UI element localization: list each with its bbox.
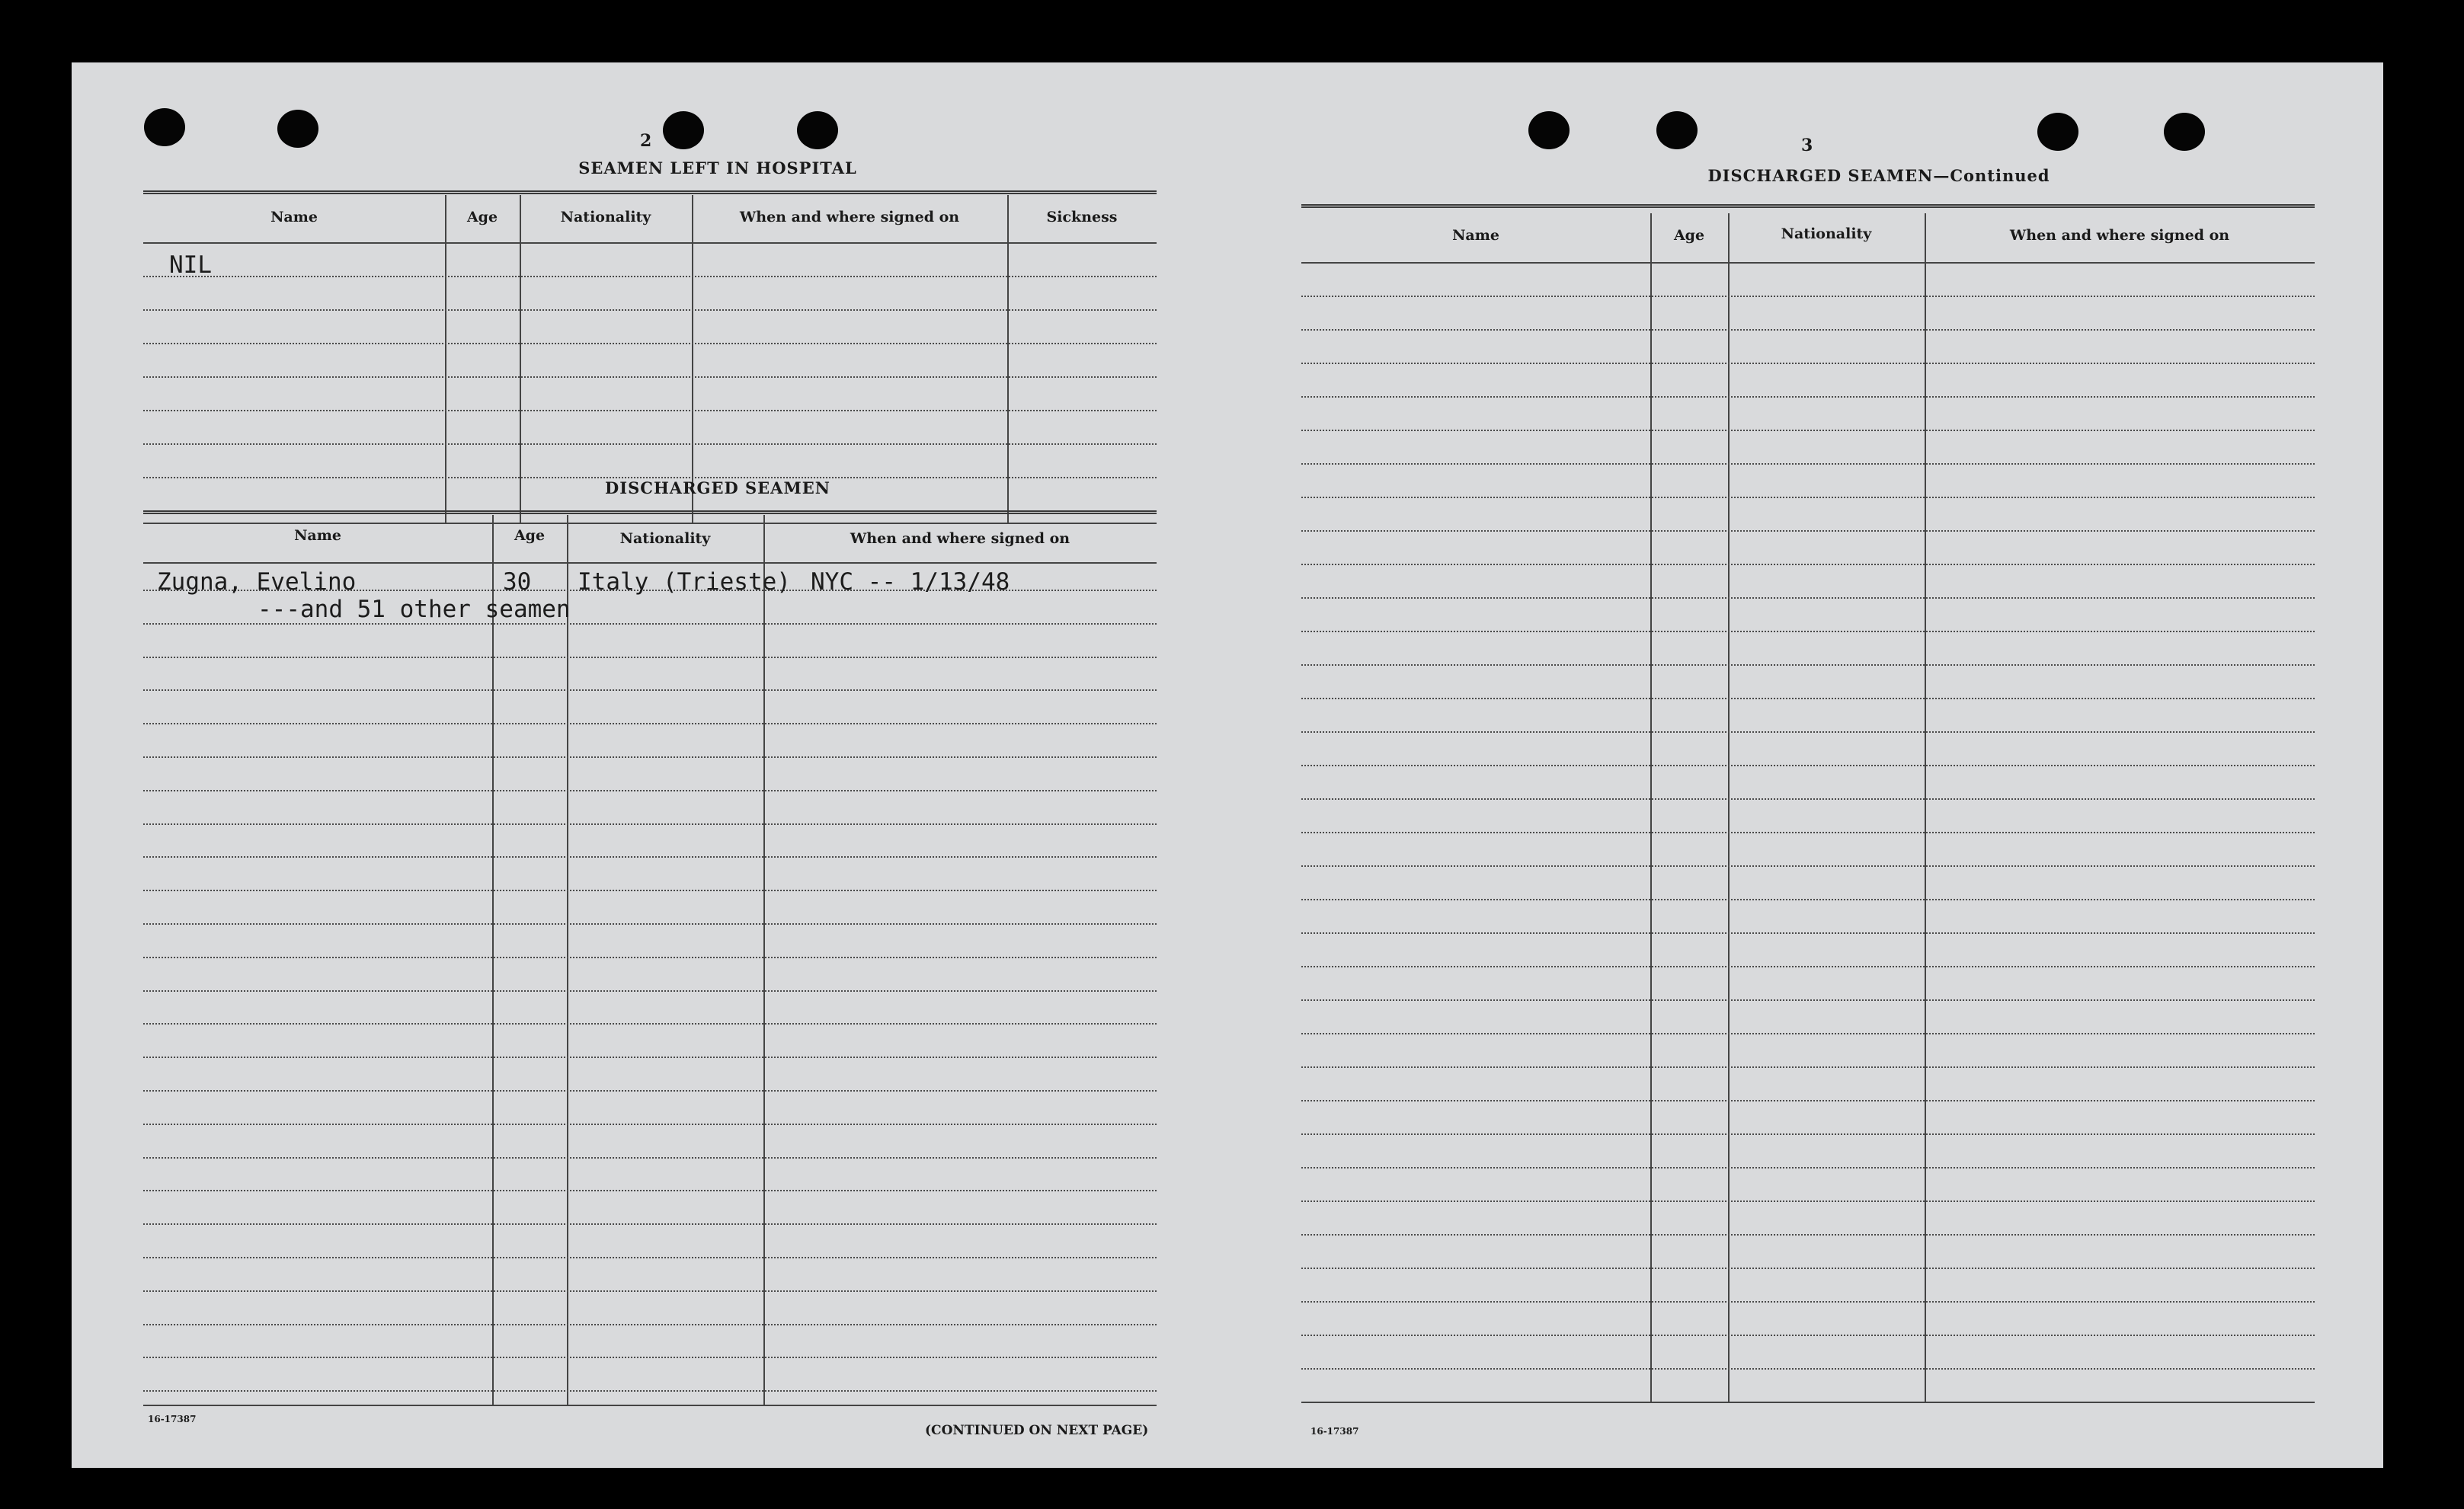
ruled-line [1301, 1335, 2315, 1336]
hospital-col-age: Age [466, 209, 498, 225]
left-page-number: 2 [640, 131, 652, 151]
ruled-line [143, 756, 1157, 758]
right-col-nationality: Nationality [1781, 225, 1872, 242]
ruled-line [143, 623, 1157, 625]
discharged-section-title: DISCHARGED SEAMEN [605, 478, 830, 497]
ruled-line [143, 923, 1157, 925]
discharged-row-name: Zugna, Evelino [157, 568, 357, 596]
ruled-line-bottom [1301, 1402, 2315, 1403]
ruled-line [1301, 664, 2315, 666]
ruled-line [143, 1124, 1157, 1125]
ruled-line [1301, 1100, 2315, 1101]
ruled-line [143, 1157, 1157, 1159]
punch-hole [797, 111, 838, 149]
ruled-line [1301, 798, 2315, 800]
hospital-col-signed-on: When and where signed on [739, 209, 960, 225]
discharged-row-signed-on: NYC -- 1/13/48 [811, 568, 1010, 596]
ruled-line [143, 1223, 1157, 1225]
ruled-line [1301, 1368, 2315, 1370]
ruled-line [1301, 1033, 2315, 1034]
ruled-line [1301, 899, 2315, 900]
ruled-line [1301, 1167, 2315, 1169]
ruled-line [1301, 631, 2315, 632]
ruled-line [143, 723, 1157, 724]
ruled-line [1301, 999, 2315, 1001]
discharged-table [143, 510, 1157, 1409]
ruled-line [1301, 1066, 2315, 1068]
ruled-line [1301, 363, 2315, 364]
ruled-line [1301, 430, 2315, 431]
ruled-line [143, 1090, 1157, 1092]
ruled-line [1301, 698, 2315, 699]
ruled-line [1301, 865, 2315, 867]
right-form-code: 16-17387 [1310, 1426, 1359, 1437]
ruled-line [1301, 296, 2315, 297]
discharged-col-nationality: Nationality [619, 530, 711, 547]
ruled-line [1301, 966, 2315, 967]
ruled-line [143, 657, 1157, 658]
ruled-line [1301, 497, 2315, 498]
discharged-continued-table [1301, 204, 2315, 1408]
hospital-entry-nil: NIL [169, 251, 212, 279]
ruled-line [143, 1324, 1157, 1325]
hospital-col-name: Name [270, 209, 318, 225]
ruled-line [143, 689, 1157, 691]
hospital-section-title: SEAMEN LEFT IN HOSPITAL [578, 158, 857, 177]
right-col-name: Name [1452, 227, 1499, 244]
ruled-line [1301, 564, 2315, 565]
punch-hole [144, 108, 185, 146]
ruled-line [143, 1023, 1157, 1025]
discharged-col-signed-on: When and where signed on [850, 530, 1070, 547]
punch-hole [1656, 111, 1698, 149]
discharged-row-age: 30 [503, 568, 532, 596]
ruled-line [1301, 1268, 2315, 1269]
ruled-line-bottom [143, 1405, 1157, 1406]
ruled-line [143, 990, 1157, 992]
discharged-col-name: Name [294, 527, 341, 544]
ruled-line [1301, 530, 2315, 532]
ruled-line [143, 1257, 1157, 1258]
ruled-line [1301, 765, 2315, 766]
ruled-line [1301, 832, 2315, 833]
ruled-line [143, 1357, 1157, 1358]
hospital-col-nationality: Nationality [560, 209, 651, 225]
ruled-line [1301, 1234, 2315, 1236]
punch-hole [277, 110, 318, 148]
ruled-line [143, 1290, 1157, 1292]
ruled-line [143, 823, 1157, 825]
ruled-line [1301, 1301, 2315, 1303]
right-section-title: DISCHARGED SEAMEN—Continued [1707, 166, 2050, 185]
ruled-line [143, 890, 1157, 891]
discharged-row-nationality: Italy (Trieste) [578, 568, 791, 596]
ruled-line [1301, 329, 2315, 331]
ruled-line [143, 1057, 1157, 1058]
ruled-line [1301, 731, 2315, 733]
right-col-signed-on: When and where signed on [2009, 227, 2230, 244]
left-form-code: 16-17387 [148, 1414, 197, 1424]
right-col-age: Age [1673, 227, 1705, 244]
ruled-line [143, 1390, 1157, 1392]
punch-hole [2164, 113, 2205, 151]
discharged-note: ---and 51 other seamen [258, 596, 571, 623]
ruled-line [143, 790, 1157, 791]
punch-hole [2037, 113, 2078, 151]
document-sheet [72, 62, 2383, 1468]
ruled-line [1301, 1200, 2315, 1202]
punch-hole [1528, 111, 1570, 149]
ruled-line [1301, 1133, 2315, 1135]
discharged-col-age: Age [514, 527, 546, 544]
punch-hole [663, 111, 704, 149]
ruled-line [143, 856, 1157, 858]
ruled-line [1301, 597, 2315, 599]
continued-note: (CONTINUED ON NEXT PAGE) [925, 1423, 1149, 1438]
hospital-col-sickness: Sickness [1046, 209, 1118, 225]
ruled-line [143, 1190, 1157, 1191]
ruled-line [143, 957, 1157, 958]
ruled-line [1301, 463, 2315, 465]
ruled-line [1301, 396, 2315, 398]
right-page-number: 3 [1801, 136, 1813, 155]
ruled-line [1301, 932, 2315, 934]
